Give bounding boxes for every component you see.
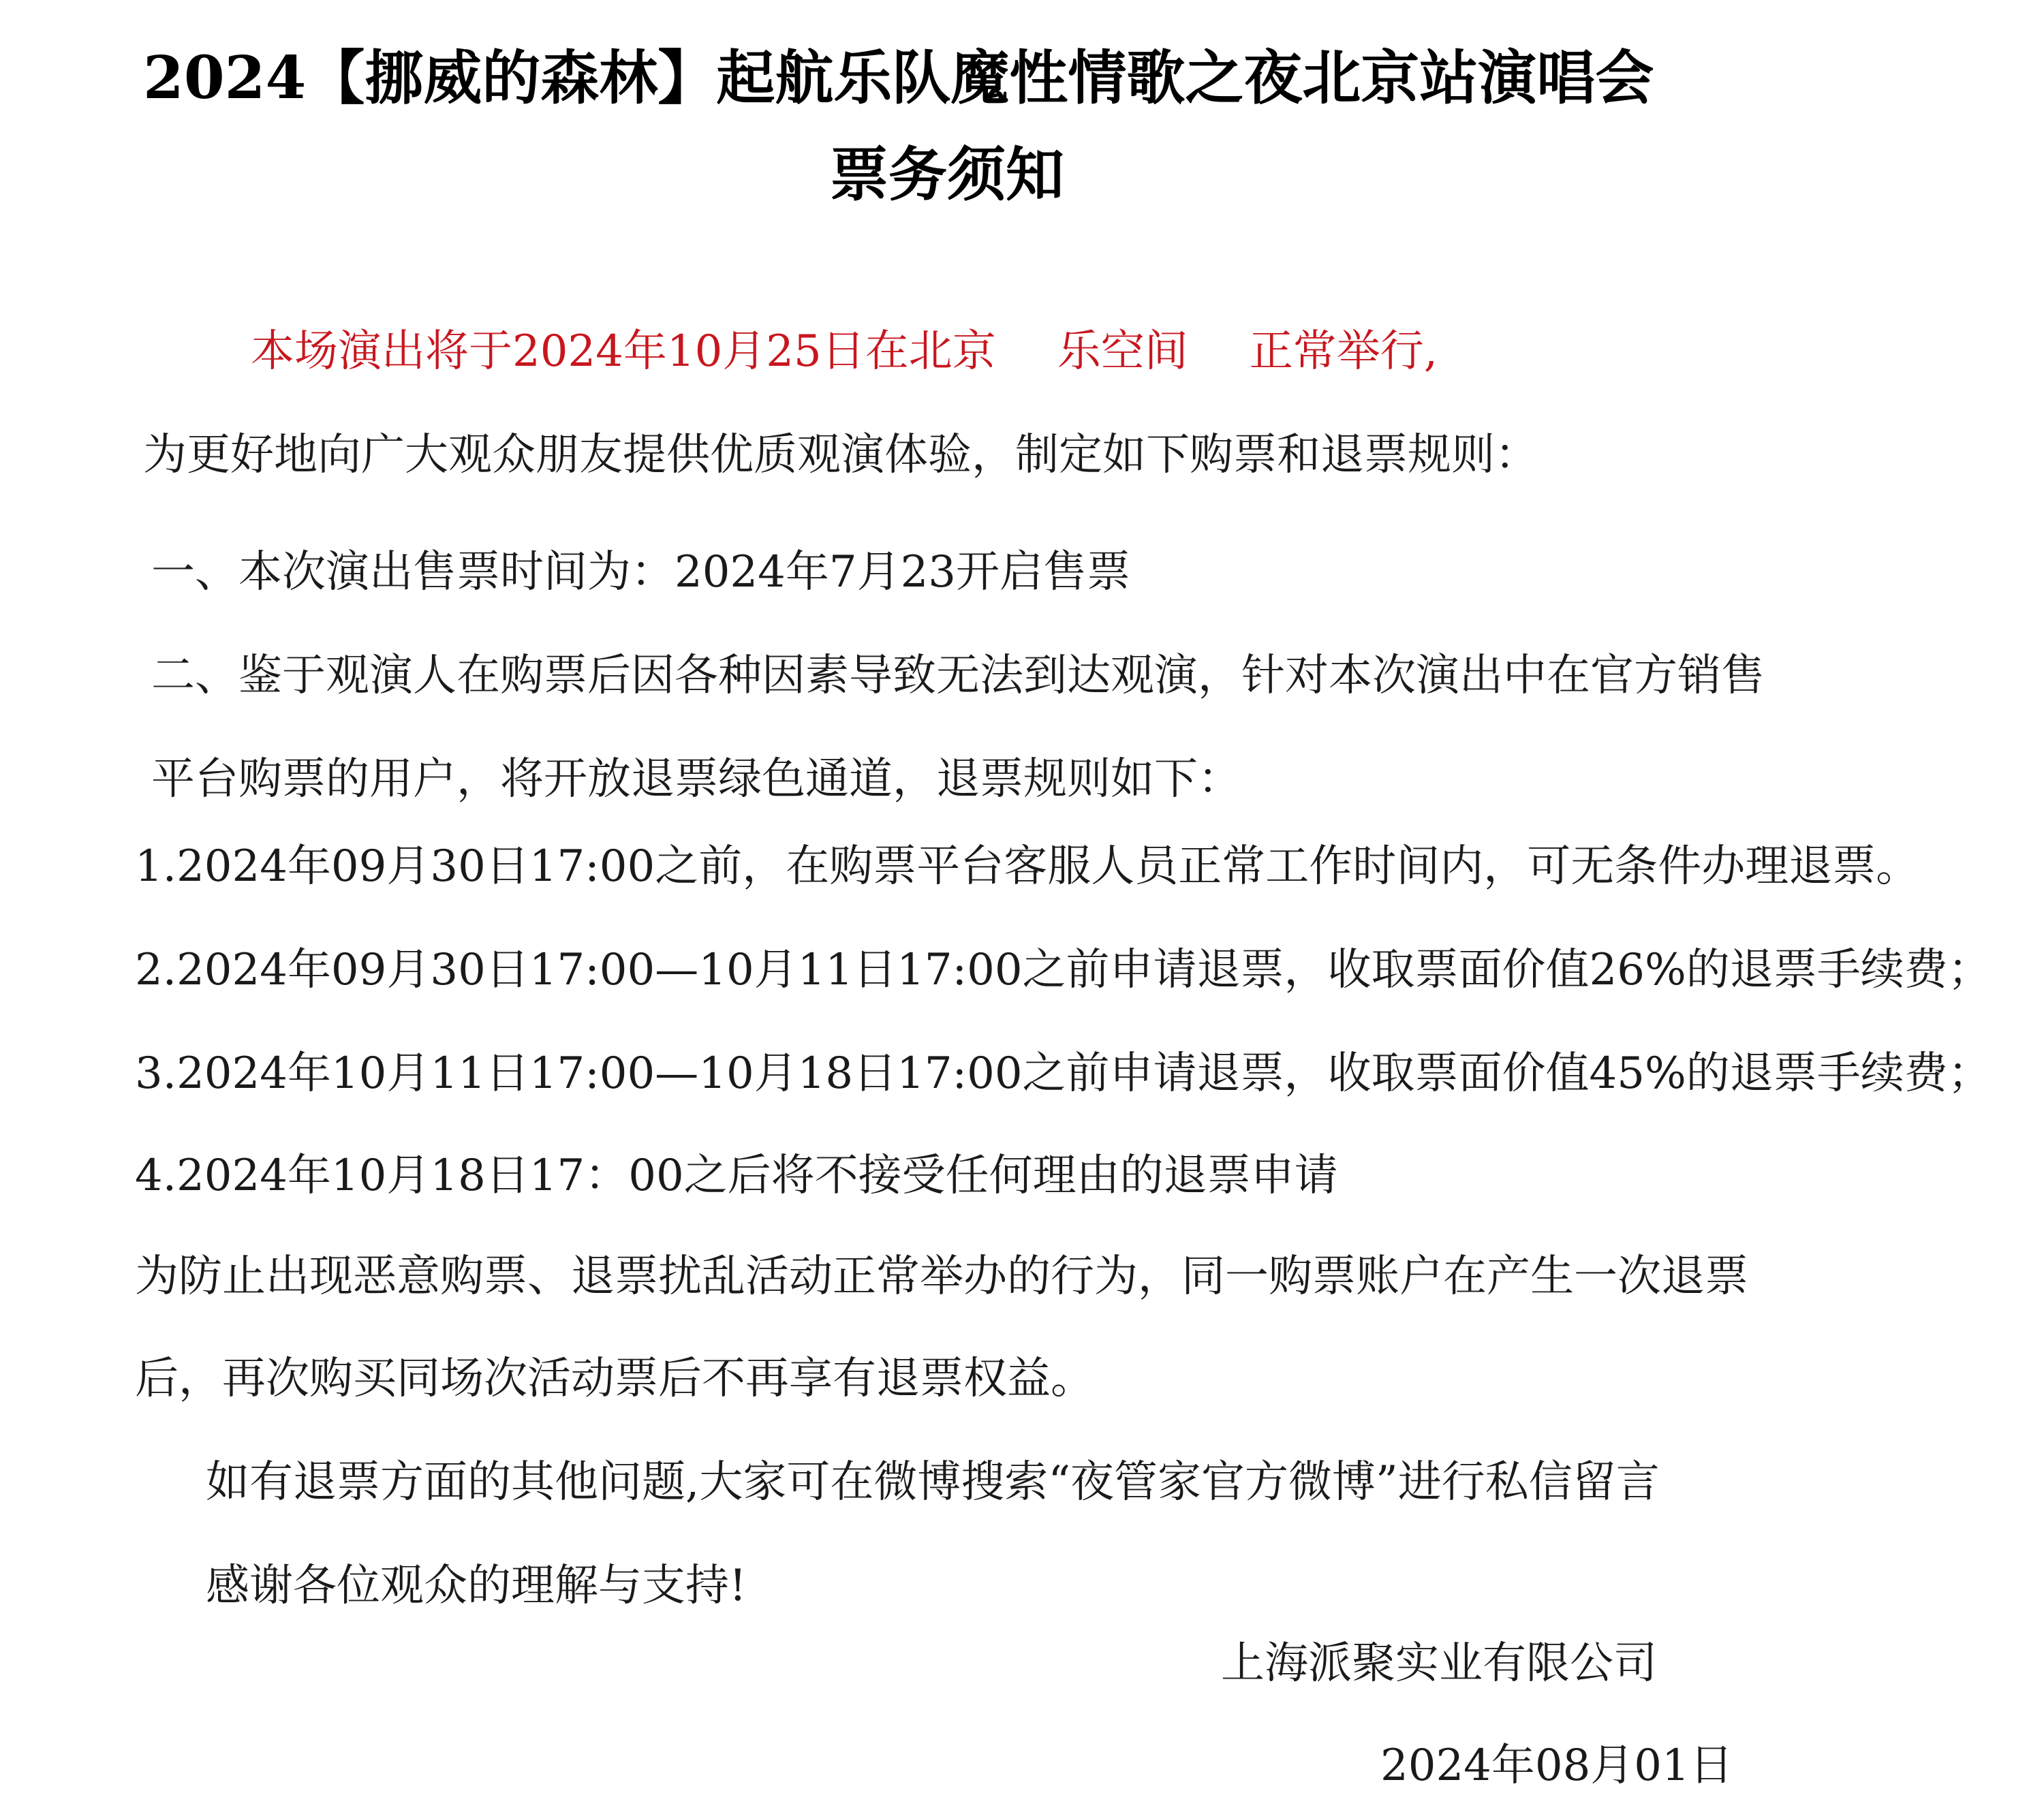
- announcement-venue: 乐空间: [1057, 326, 1188, 377]
- refund-rule-4: 4.2024年10月18日17：00之后将不接受任何理由的退票申请: [135, 1151, 1338, 1201]
- signature-company: 上海派聚实业有限公司: [1221, 1638, 1657, 1689]
- thanks-message: 感谢各位观众的理解与支持!: [206, 1561, 747, 1611]
- announcement-date-city: 本场演出将于2024年10月25日在北京: [251, 326, 996, 377]
- refund-rule-2: 2.2024年09月30日17:00—10月11日17:00之前申请退票，收取票面价值26%的退票手续费；: [135, 945, 1992, 995]
- intro-paragraph: 为更好地向广大观众朋友提供优质观演体验，制定如下购票和退票规则：: [143, 430, 1538, 480]
- event-announcement: [251, 326, 1438, 377]
- title-line-2: 票务须知: [830, 140, 1064, 209]
- item-refund-channel-line-1: 二、鉴于观演人在购票后因各种因素导致无法到达观演，针对本次演出中在官方销售: [151, 651, 1765, 701]
- refund-rule-3: 3.2024年10月11日17:00—10月18日17:00之前申请退票，收取票面价值45%的退票手续费；: [135, 1048, 1992, 1099]
- announcement-status: 正常举行,: [1249, 326, 1438, 377]
- prevention-line-2: 后，再次购买同场次活动票后不再享有退票权益。: [135, 1354, 1094, 1404]
- item-sale-time: 一、本次演出售票时间为：2024年7月23开启售票: [151, 547, 1131, 597]
- title-line-1: 2024【挪威的森林】起航乐队魔性情歌之夜北京站演唱会: [143, 44, 1654, 112]
- contact-info: 如有退票方面的其他问题,大家可在微博搜索“夜管家官方微博”进行私信留言: [206, 1457, 1660, 1508]
- signature-date: 2024年08月01日: [1380, 1741, 1733, 1791]
- item-refund-channel-line-2: 平台购票的用户，将开放退票绿色通道，退票规则如下：: [151, 754, 1241, 805]
- refund-rule-1: 1.2024年09月30日17:00之前，在购票平台客服人员正常工作时间内，可无条件办理退票。: [135, 841, 1920, 892]
- prevention-line-1: 为防止出现恶意购票、退票扰乱活动正常举办的行为，同一购票账户在产生一次退票: [135, 1251, 1748, 1302]
